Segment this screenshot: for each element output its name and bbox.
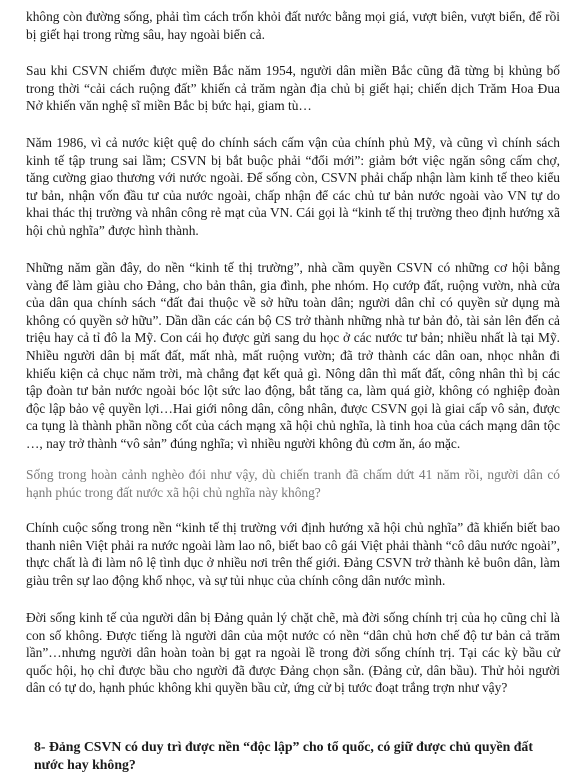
paragraph-land-reform: Sau khi CSVN chiếm được miền Bắc năm 1954, người dân miền Bắc cũng đã từng bị khủng bố trong thời “cải cách ruộng đất” khiến cả trăm ngàn địa chủ bị giết hại; chiến dịch Trăm Hoa Đua Nở khiến văn nghệ sĩ miền Bắc bị bức hại, giam tù…: [26, 63, 560, 114]
paragraph-doi-moi: Năm 1986, vì cả nước kiệt quệ do chính sách cấm vận của chính phủ Mỹ, và cũng vì chính sách kinh tế tập trung sai lầm; CSVN bị bắt buộc phải “đổi mới”: giảm bớt việc ngăn sông cấm chợ, tăng cường giao thương với nước ngoài. Để sống còn, CSVN phải chấp nhận làm kinh tế theo kiểu tư bản, nhận vốn đầu tư của nước ngoài, chấp nhận để các chủ tư bản nước ngoài vào VN tự do khai thác thị trường và nhân công rẻ mạt của VN. Cái gọi là “kinh tế thị trường theo định hướng xã hội chủ nghĩa” được hình thành.: [26, 135, 560, 238]
section-heading: 8- Đảng CSVN có duy trì được nền “độc lập” cho tổ quốc, có giữ được chủ quyền đất nước hay không?: [34, 739, 533, 772]
paragraph-labor-export: Chính cuộc sống trong nền “kinh tế thị trường với định hướng xã hội chủ nghĩa” đã khiến biết bao thanh niên Việt phải ra nước ngoài làm lao nô, biết bao cô gái Việt phải thành “cô dâu nước ngoài”, thực chất là đi làm nô lệ tình dục ở nhiều nơi trên thế giới. Đảng CSVN trở thành kẻ buôn dân, làm giàu trên sự lao động khổ nhọc, và sự tủi nhục của chính công dân nước mình.: [26, 520, 560, 588]
paragraph-market-economy: Những năm gần đây, do nền “kinh tế thị trường”, nhà cầm quyền CSVN có những cơ hội bằng vàng để làm giàu cho Đảng, cho bản thân, gia đình, phe nhóm. Họ cướp đất, ruộng vườn, nhà cửa của dân qua chính sách “đất đai thuộc về sở hữu toàn dân; người dân chỉ có quyền sử dụng mà không có quyền sở hữu”. Dần dần các cán bộ CS trở thành những nhà tư bản đỏ, tài sản lên đến cả triệu hay cả tỉ đô la Mỹ. Con cái họ được gửi sang du học ở các nước tư bản; nhiều nhất là tại Mỹ. Nhiều người dân bị mất đất, mất nhà, mất ruộng vườn; đã trở thành các dân oan, nhọc nhằn đi khiếu kiện cả chục năm trời, mà chẳng đạt kết quả gì. Nông dân thì mất đất, công nhân thì bị các tập đoàn tư bản nước ngoài bóc lột sức lao động, bắt tăng ca, làm quá giờ, không có nghiệp đoàn độc lập bảo vệ quyền lợi…Hai giới nông dân, công nhân, được CSVN gọi là giai cấp vô sản, được ca tụng là thành phần nồng cốt của cách mạng xã hội chủ nghĩa, là tinh hoa của cách mạng dân tộc …, nay trở thành “vô sản” đúng nghĩa; vì nhiều người không đủ cơm ăn, áo mặc.: [26, 260, 560, 451]
paragraph-escape: không còn đường sống, phải tìm cách trốn khỏi đất nước bằng mọi giá, vượt biên, vượt biển, để rồi bị giết hại trong rừng sâu, hay ngoài biển cả.: [26, 9, 560, 42]
paragraph-poverty-question: Sống trong hoàn cảnh nghèo đói như vậy, dù chiến tranh đã chấm dứt 41 năm rồi, người dân có hạnh phúc trong đất nước xã hội chủ nghĩa này không?: [26, 467, 560, 500]
paragraph-political-life: Đời sống kinh tế của người dân bị Đảng quản lý chặt chẽ, mà đời sống chính trị của họ cũng chỉ là con số không. Được tiếng là người dân của một nước có nền “dân chủ hơn chế độ tư bản cả trăm lần”…nhưng người dân hoàn toàn bị gạt ra ngoài lề trong đời sống chính trị. Tại các kỳ bầu cử quốc hội, họ chỉ được bầu cho người đã được Đảng chọn sẵn. (Đảng cử, dân bầu). Thử hỏi người dân có tự do, hạnh phúc không khi quyền bầu cử, ứng cử bị tước đoạt trắng trợn như vậy?: [26, 610, 560, 696]
